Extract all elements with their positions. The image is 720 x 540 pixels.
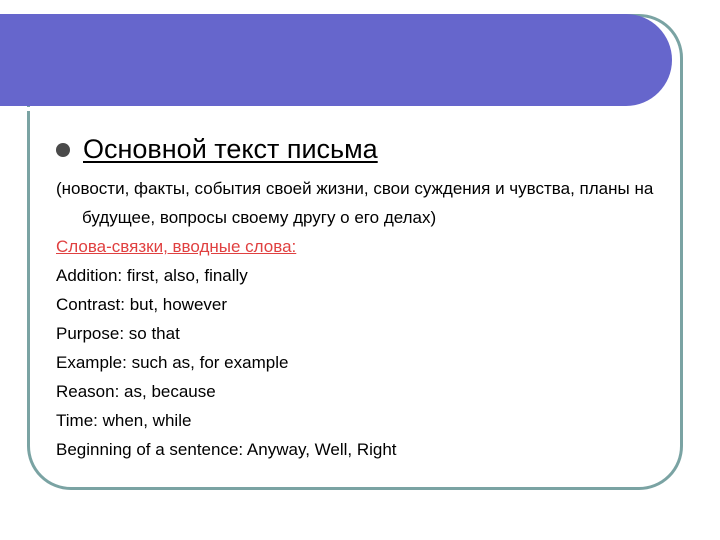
connectors-label: Слова-связки, вводные слова: (56, 237, 297, 256)
list-item-reason: Reason: as, because (56, 382, 216, 401)
list-item-purpose: Purpose: so that (56, 324, 180, 343)
title-band (0, 14, 672, 106)
intro-paragraph: (новости, факты, события своей жизни, свои суждения и чувства, планы на будущее, вопросы своему другу о его делах) (56, 179, 654, 227)
body-text (56, 174, 676, 464)
list-item-contrast: Contrast: but, however (56, 295, 228, 314)
heading-row (56, 134, 378, 165)
main-heading: Основной текст письма (83, 134, 378, 164)
list-item-addition: Addition: first, also, finally (56, 266, 248, 285)
bullet-icon (56, 143, 70, 157)
list-item-beginning: Beginning of a sentence: Anyway, Well, Right (56, 440, 397, 459)
list-item-time: Time: when, while (56, 411, 192, 430)
list-item-example: Example: such as, for example (56, 353, 289, 372)
title-divider-line (0, 107, 636, 111)
